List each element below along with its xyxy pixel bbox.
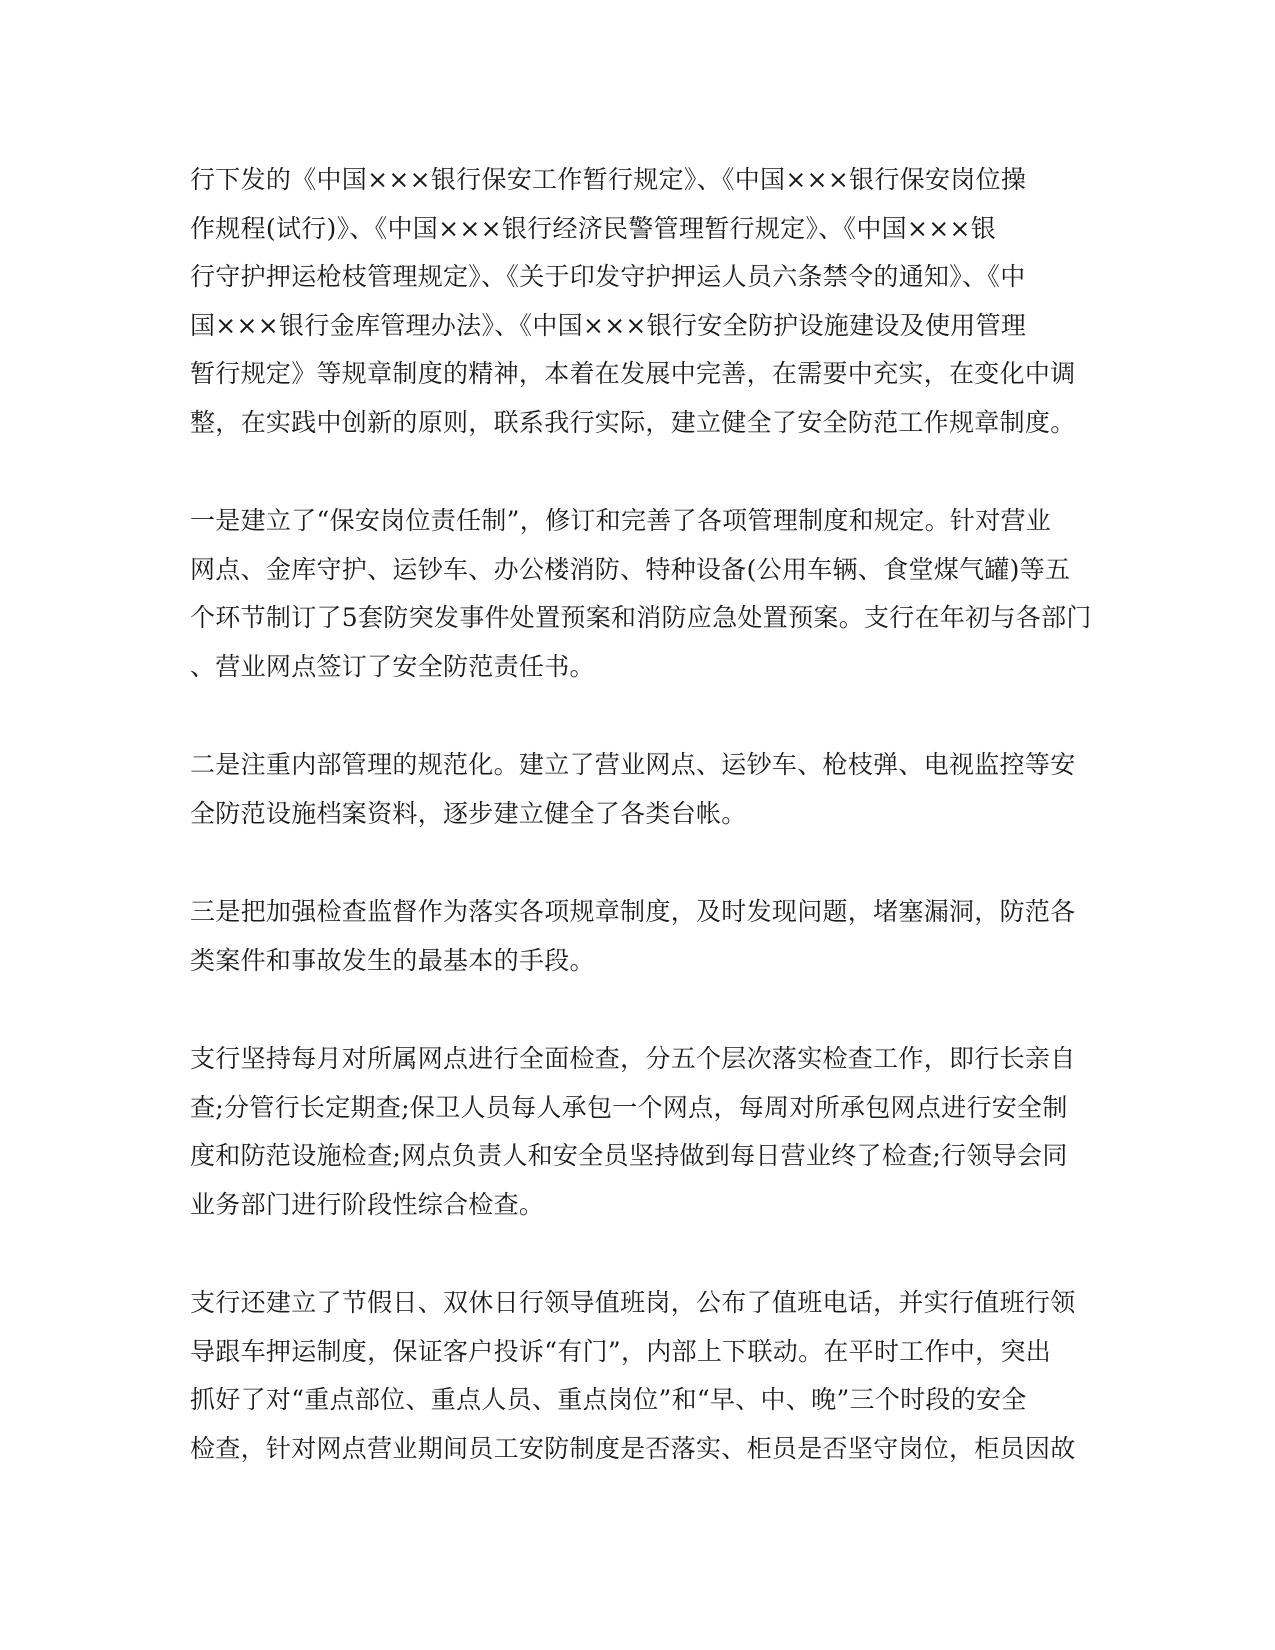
text-line: 、营业网点签订了安全防范责任书。 xyxy=(190,651,595,681)
paragraph-point-two xyxy=(190,741,1080,838)
text-line: 个环节制订了5套防突发事件处置预案和消防应急处置预案。支行在年初与各部门 xyxy=(190,603,1092,632)
text-line: 支行坚持每月对所属网点进行全面检查，分五个层次落实检查工作，即行长亲自 xyxy=(190,1044,1076,1073)
text-line: 二是注重内部管理的规范化。建立了营业网点、运钞车、枪枝弹、电视监控等安 xyxy=(190,750,1076,779)
text-line: 国×××银行金库管理办法》、《中国×××银行安全防护设施建设及使用管理 xyxy=(190,310,1027,340)
text-line: 支行还建立了节假日、双休日行领导值班岗，公布了值班电话，并实行值班行领 xyxy=(190,1288,1076,1317)
paragraph-point-three xyxy=(190,888,1080,985)
paragraph-spacer xyxy=(190,691,1080,741)
paragraph-spacer xyxy=(190,1229,1080,1279)
text-line: 暂行规定》等规章制度的精神，本着在发展中完善，在需要中充实，在变化中调 xyxy=(190,359,1076,388)
text-line: 行下发的《中国×××银行保安工作暂行规定》、《中国×××银行保安岗位操 xyxy=(190,165,1027,194)
text-line: 行守护押运枪枝管理规定》、《关于印发守护押运人员六条禁令的通知》、《中 xyxy=(190,262,1026,291)
text-line: 作规程(试行)》、《中国×××银行经济民警管理暂行规定》、《中国×××银 xyxy=(190,213,996,243)
text-line: 一是建立了“保安岗位责任制”，修订和完善了各项管理制度和规定。针对营业 xyxy=(190,506,1052,535)
text-line: 查;分管行长定期查;保卫人员每人承包一个网点，每周对所承包网点进行安全制 xyxy=(190,1092,1068,1122)
paragraph-point-one xyxy=(190,497,1092,691)
text-line: 类案件和事故发生的最基本的手段。 xyxy=(190,945,595,975)
paragraph-duty-system xyxy=(190,1279,1080,1473)
text-line: 全防范设施档案资料，逐步建立健全了各类台帐。 xyxy=(190,798,747,828)
text-line: 抓好了对“重点部位、重点人员、重点岗位”和“早、中、晚”三个时段的安全 xyxy=(190,1385,1027,1414)
text-line: 导跟车押运制度，保证客户投诉“有门”，内部上下联动。在平时工作中，突出 xyxy=(190,1336,1052,1366)
text-line: 检查，针对网点营业期间员工安防制度是否落实、柜员是否坚守岗位，柜员因故 xyxy=(190,1433,1076,1463)
text-line: 三是把加强检查监督作为落实各项规章制度，及时发现问题，堵塞漏洞，防范各 xyxy=(190,897,1076,926)
paragraph-spacer xyxy=(190,838,1080,888)
text-line: 度和防范设施检查;网点负责人和安全员坚持做到每日营业终了检查;行领导会同 xyxy=(190,1141,1068,1170)
document-body xyxy=(190,156,1092,1473)
text-line: 网点、金库守护、运钞车、办公楼消防、特种设备(公用车辆、食堂煤气罐)等五 xyxy=(190,554,1071,584)
paragraph-spacer xyxy=(190,447,1080,497)
paragraph-spacer xyxy=(190,985,1080,1035)
text-line: 整，在实践中创新的原则，联系我行实际，建立健全了安全防范工作规章制度。 xyxy=(190,407,1076,437)
paragraph-regulations xyxy=(190,156,1080,447)
paragraph-monthly-inspection xyxy=(190,1035,1080,1229)
text-line: 业务部门进行阶段性综合检查。 xyxy=(190,1189,545,1219)
